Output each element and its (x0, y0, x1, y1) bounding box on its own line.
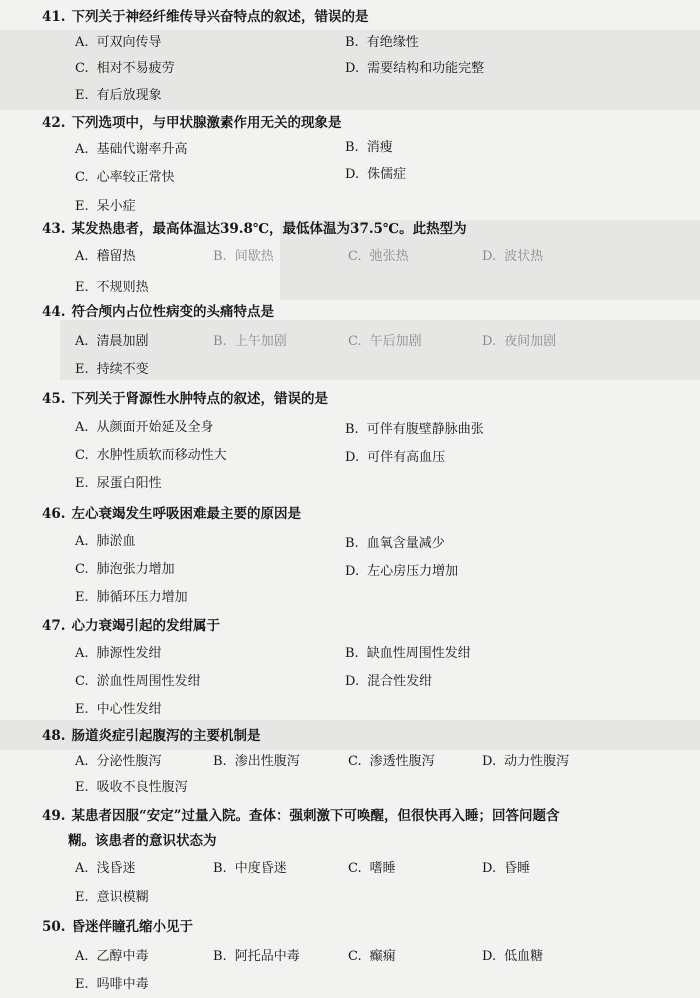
option-c: C. 淤血性周围性发绀 (75, 674, 201, 689)
question-stem: 47. 心力衰竭引起的发绀属于 (42, 618, 220, 634)
question-stem: 48. 肠道炎症引起腹泻的主要机制是 (42, 728, 261, 744)
question-stem: 46. 左心衰竭发生呼吸困难最主要的原因是 (42, 506, 301, 522)
option-a: A. 分泌性腹泻 (75, 754, 162, 769)
option-c: C. 肺泡张力增加 (75, 562, 175, 577)
option-e: E. 意识模糊 (75, 890, 149, 905)
option-d: D. 侏儒症 (345, 167, 407, 182)
option-e: E. 吗啡中毒 (75, 977, 149, 992)
option-c: C. 水肿性质软而移动性大 (75, 448, 227, 463)
option-d: D. 动力性腹泻 (482, 754, 570, 769)
option-a: A. 浅昏迷 (75, 861, 136, 876)
option-e: E. 吸收不良性腹泻 (75, 780, 188, 795)
option-e: E. 中心性发绀 (75, 702, 162, 717)
option-b: B. 可伴有腹壁静脉曲张 (345, 422, 484, 437)
option-a: A. 清晨加剧 (75, 334, 149, 349)
option-b: B. 渗出性腹泻 (213, 754, 300, 769)
option-c: C. 渗透性腹泻 (348, 754, 435, 769)
question-stem: 44. 符合颅内占位性病变的头痛特点是 (42, 304, 274, 320)
option-e: E. 尿蛋白阳性 (75, 476, 162, 491)
option-e: E. 持续不变 (75, 362, 149, 377)
option-c: C. 嗜睡 (348, 861, 396, 876)
question-stem: 45. 下列关于肾源性水肿特点的叙述，错误的是 (42, 391, 328, 407)
option-b: B. 间歇热 (213, 249, 274, 264)
option-e: E. 不规则热 (75, 280, 149, 295)
option-a: A. 从颜面开始延及全身 (75, 420, 214, 435)
question-stem: 43. 某发热患者，最高体温达39.8℃，最低体温为37.5℃。此热型为 (42, 221, 467, 237)
option-d: D. 混合性发绀 (345, 674, 433, 689)
option-d: D. 波状热 (482, 249, 544, 264)
option-d: D. 需要结构和功能完整 (345, 61, 485, 76)
option-d: D. 昏睡 (482, 861, 531, 876)
option-b: B. 阿托品中毒 (213, 949, 300, 964)
option-b: B. 缺血性周围性发绀 (345, 646, 471, 661)
question-stem-continued: 糊。该患者的意识状态为 (68, 833, 217, 849)
option-a: A. 可双向传导 (75, 35, 162, 50)
option-b: B. 有绝缘性 (345, 35, 419, 50)
question-stem: 42. 下列选项中，与甲状腺激素作用无关的现象是 (42, 115, 342, 131)
option-d: D. 低血糖 (482, 949, 544, 964)
option-c: C. 心率较正常快 (75, 170, 175, 185)
option-a: A. 肺淤血 (75, 534, 136, 549)
option-b: B. 上午加剧 (213, 334, 287, 349)
option-c: C. 午后加剧 (348, 334, 422, 349)
option-c: C. 癫痫 (348, 949, 396, 964)
option-e: E. 肺循环压力增加 (75, 590, 188, 605)
option-d: D. 左心房压力增加 (345, 564, 459, 579)
option-a: A. 基础代谢率升高 (75, 142, 188, 157)
option-a: A. 肺源性发绀 (75, 646, 162, 661)
option-d: D. 夜间加剧 (482, 334, 557, 349)
option-a: A. 乙醇中毒 (75, 949, 149, 964)
option-c: C. 弛张热 (348, 249, 409, 264)
question-stem: 49. 某患者因服“安定”过量入院。查体：强刺激下可唤醒，但很快再入睡；回答问题含 (42, 808, 560, 824)
option-b: B. 中度昏迷 (213, 861, 287, 876)
option-d: D. 可伴有高血压 (345, 450, 446, 465)
option-b: B. 消瘦 (345, 140, 393, 155)
option-c: C. 相对不易疲劳 (75, 61, 175, 76)
option-b: B. 血氧含量减少 (345, 536, 445, 551)
question-stem: 50. 昏迷伴瞳孔缩小见于 (42, 919, 193, 935)
option-a: A. 稽留热 (75, 249, 136, 264)
option-e: E. 有后放现象 (75, 88, 162, 103)
option-e: E. 呆小症 (75, 199, 136, 214)
question-stem: 41. 下列关于神经纤维传导兴奋特点的叙述，错误的是 (42, 9, 369, 25)
